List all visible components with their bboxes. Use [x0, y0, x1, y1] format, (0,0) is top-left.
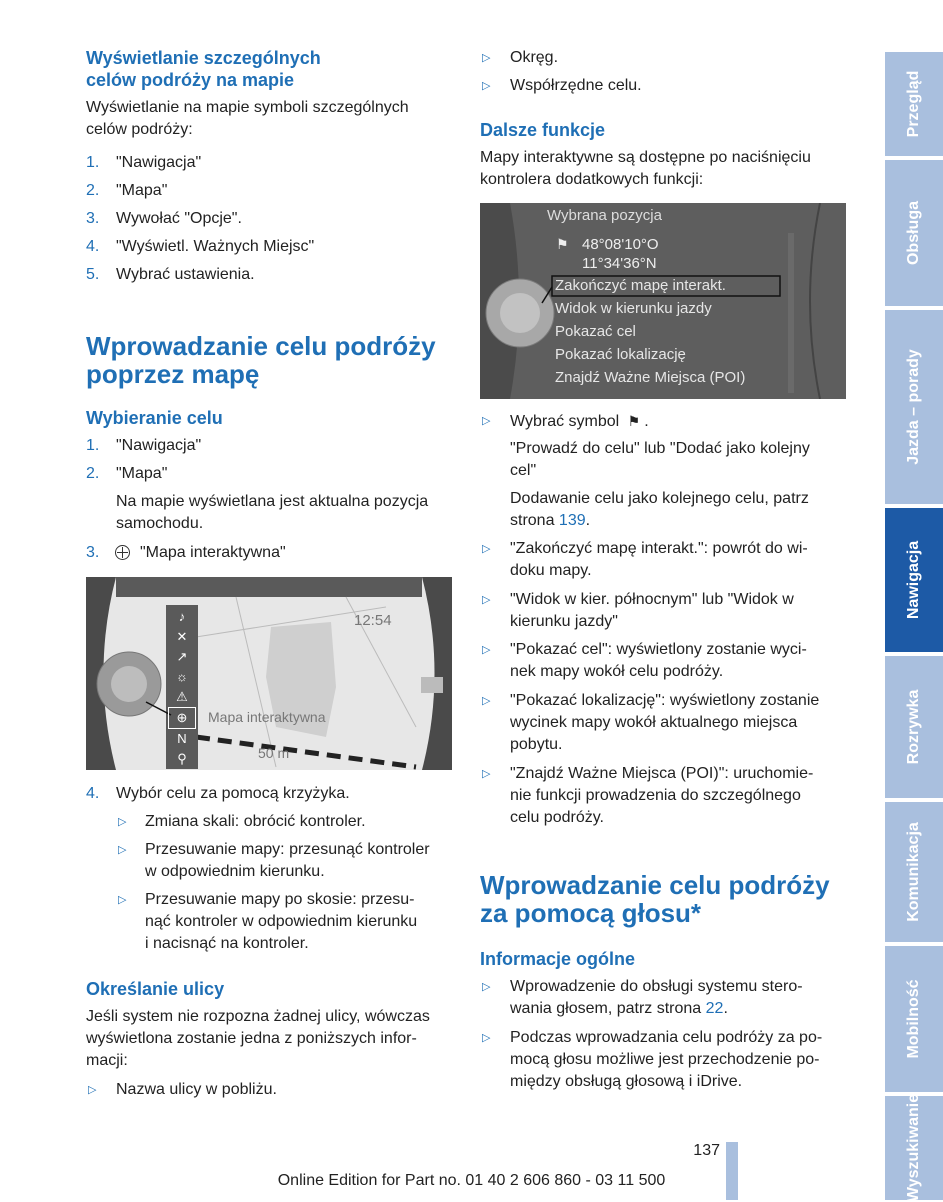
bullet-text: Podczas wprowadzania celu podróży za po- mocą głosu możliwe jest przechodzenie po- między obsługą głosową i iDrive. [510, 1029, 823, 1090]
bullet-triangle-icon: ▷ [482, 80, 491, 92]
section-title: Wprowadzanie celu podróży poprzez mapę [86, 331, 436, 389]
bullet-text: Zmiana skali: obrócić kontroler. [145, 813, 366, 830]
chapter-tab-label: Komunikacja [905, 822, 922, 922]
bullet-triangle-icon: ▷ [482, 768, 491, 780]
chapter-tab-label: Jazda – porady [905, 349, 922, 465]
chapter-tab-label: Nawigacja [905, 540, 922, 620]
bullet-text: "Prowadź do celu" lub "Dodać jako kolejny cel" [510, 440, 810, 479]
step-number: 3. [86, 544, 100, 561]
chapter-tab[interactable] [885, 802, 943, 942]
bullet-text: "Pokazać lokalizację": wyświetlony zostanie wycinek mapy wokół aktualnego miejsca pobytu. [510, 692, 820, 753]
map-scale: 50 m [258, 745, 290, 761]
bullet-triangle-icon: ▷ [118, 816, 127, 828]
step-number: 2. [86, 465, 100, 482]
bullet-triangle-icon: ▷ [118, 844, 127, 856]
chapter-tab[interactable] [885, 310, 943, 504]
step-text: "Mapa" [116, 182, 168, 199]
flag-icon: ⚑ [627, 413, 641, 429]
interactive-map-icon [115, 545, 130, 560]
footer-text: Online Edition for Part no. 01 40 2 606 860 - 03 11 500 [277, 1172, 666, 1189]
bullet-text: Przesuwanie mapy: przesunąć kontroler w odpowiednim kierunku. [145, 841, 430, 880]
step-number: 4. [86, 785, 100, 802]
paragraph: Mapy interaktywne są dostępne po naciśnięciu kontrolera dodatkowych funkcji: [480, 149, 811, 188]
subsection-title: Dalsze funkcje [480, 120, 606, 140]
coordinate-lat: 48°08'10°O [582, 236, 659, 253]
menu-item[interactable]: Widok w kierunku jazdy [555, 300, 712, 317]
bullet-text: Przesuwanie mapy po skosie: przesu- nąć kontroler w odpowiednim kierunku i nacisnąć na kontroler. [145, 891, 418, 952]
subsection-title: Wybieranie celu [86, 408, 223, 428]
chapter-tab-label: Rozrywka [905, 689, 922, 765]
sound-icon: ♪ [178, 609, 186, 624]
bullet-triangle-icon: ▷ [88, 1084, 97, 1096]
step-text: Wywołać "Opcje". [116, 210, 242, 227]
step-text: "Nawigacja" [116, 154, 202, 171]
bullet-text: "Zakończyć mapę interakt.": powrót do wi- doku mapy. [510, 540, 808, 579]
chapter-tab-label: Obsługa [905, 200, 922, 266]
chapter-tab[interactable] [885, 508, 943, 652]
paragraph: Jeśli system nie rozpozna żadnej ulicy, wówczas wyświetlona zostanie jedna z poniższych infor- macji: [86, 1008, 430, 1069]
crosshair-icon: ⊕ [168, 707, 196, 729]
menu-item[interactable]: Pokazać cel [555, 323, 636, 340]
step-text: "Wyświetl. Ważnych Miejsc" [116, 238, 315, 255]
route-icon: ↗ [176, 649, 188, 664]
step-number: 2. [86, 182, 100, 199]
bullet-text: Nazwa ulicy w pobliżu. [116, 1081, 277, 1098]
bullet-triangle-icon: ▷ [118, 894, 127, 906]
zoom-icon: ⚲ [177, 751, 187, 766]
bullet-triangle-icon: ▷ [482, 594, 491, 606]
step-number: 4. [86, 238, 100, 255]
map-mode-label: Mapa interaktywna [208, 709, 326, 725]
menu-item[interactable]: Znajdź Ważne Miejsca (POI) [555, 369, 746, 386]
bullet-triangle-icon: ▷ [482, 981, 491, 993]
bullet-text: "Widok w kier. północnym" lub "Widok w kierunku jazdy" [510, 591, 794, 630]
bullet-triangle-icon: ▷ [482, 695, 491, 707]
step-text: Wybrać ustawienia. [116, 266, 255, 283]
chapter-tab-label: Wyszukiwanie [905, 1093, 922, 1202]
map-menu-icons [168, 607, 196, 769]
bullet-text: Okręg. [510, 49, 559, 66]
subsection-title: Określanie ulicy [86, 979, 225, 999]
bullet-text: "Znajdź Ważne Miejsca (POI)": uruchomie- nie funkcji prowadzenia do szczególnego celu podróży. [510, 765, 814, 826]
chapter-tab[interactable] [885, 656, 943, 798]
map-screenshot [86, 577, 452, 770]
brightness-icon: ☼ [176, 669, 188, 684]
bullet-text: Współrzędne celu. [510, 77, 642, 94]
page-marker [726, 1142, 738, 1200]
bullet-triangle-icon: ▷ [482, 415, 491, 427]
map-time: 12:54 [354, 612, 392, 629]
step-number: 3. [86, 210, 100, 227]
menu-item[interactable]: Pokazać lokalizację [555, 346, 686, 363]
chapter-tab[interactable] [885, 160, 943, 306]
chapter-tab[interactable] [885, 52, 943, 156]
chapter-tab[interactable] [885, 946, 943, 1092]
bullet-text: "Pokazać cel": wyświetlony zostanie wyci- nek mapy wokół celu podróży. [510, 641, 807, 680]
intro-text: Wyświetlanie na mapie symboli szczególnych celów podróży: [86, 99, 409, 138]
step-number: 5. [86, 266, 100, 283]
step-number: 1. [86, 154, 100, 171]
bullet-text: Wprowadzenie do obsługi systemu stero- wania głosem, patrz strona 22. [510, 978, 803, 1017]
coordinate-lon: 11°34'36°N [582, 255, 657, 272]
page-number: 137 [693, 1142, 720, 1159]
page-link[interactable]: 139 [558, 512, 586, 529]
bullet-triangle-icon: ▷ [482, 644, 491, 656]
subsection-title: Informacje ogólne [480, 949, 636, 969]
bullet-triangle-icon: ▷ [482, 1032, 491, 1044]
bullet-triangle-icon: ▷ [482, 52, 491, 64]
menu-screenshot [480, 203, 846, 399]
step-text: "Mapa" [116, 465, 168, 482]
section-title: Wyświetlanie szczególnych celów podróży na mapie [86, 48, 321, 90]
page-link[interactable]: 22 [705, 1000, 724, 1017]
warning-icon: ⚠ [176, 689, 188, 704]
step-text: "Mapa interaktywna" [140, 544, 286, 561]
menu-title: Wybrana pozycja [547, 207, 662, 224]
bullet-text: Dodawanie celu jako kolejnego celu, patrz strona 139. [510, 490, 809, 529]
bullet-triangle-icon: ▷ [482, 543, 491, 555]
step-text: "Nawigacja" [116, 437, 202, 454]
step-note: Na mapie wyświetlana jest aktualna pozycja samochodu. [116, 493, 429, 532]
north-icon: N [177, 731, 187, 746]
section-title: Wprowadzanie celu podróży za pomocą głosu* [480, 870, 830, 928]
chapter-tab-label: Mobilność [905, 979, 922, 1059]
flag-icon: ⚑ [556, 236, 569, 252]
step-text: Wybór celu za pomocą krzyżyka. [116, 785, 350, 802]
bullet-text: Wybrać symbol ⚑ . [510, 413, 649, 430]
step-number: 1. [86, 437, 100, 454]
menu-item[interactable]: Zakończyć mapę interakt. [555, 277, 726, 294]
chapter-tab-label: Przegląd [905, 70, 922, 138]
mute-icon: ✕ [176, 629, 188, 644]
